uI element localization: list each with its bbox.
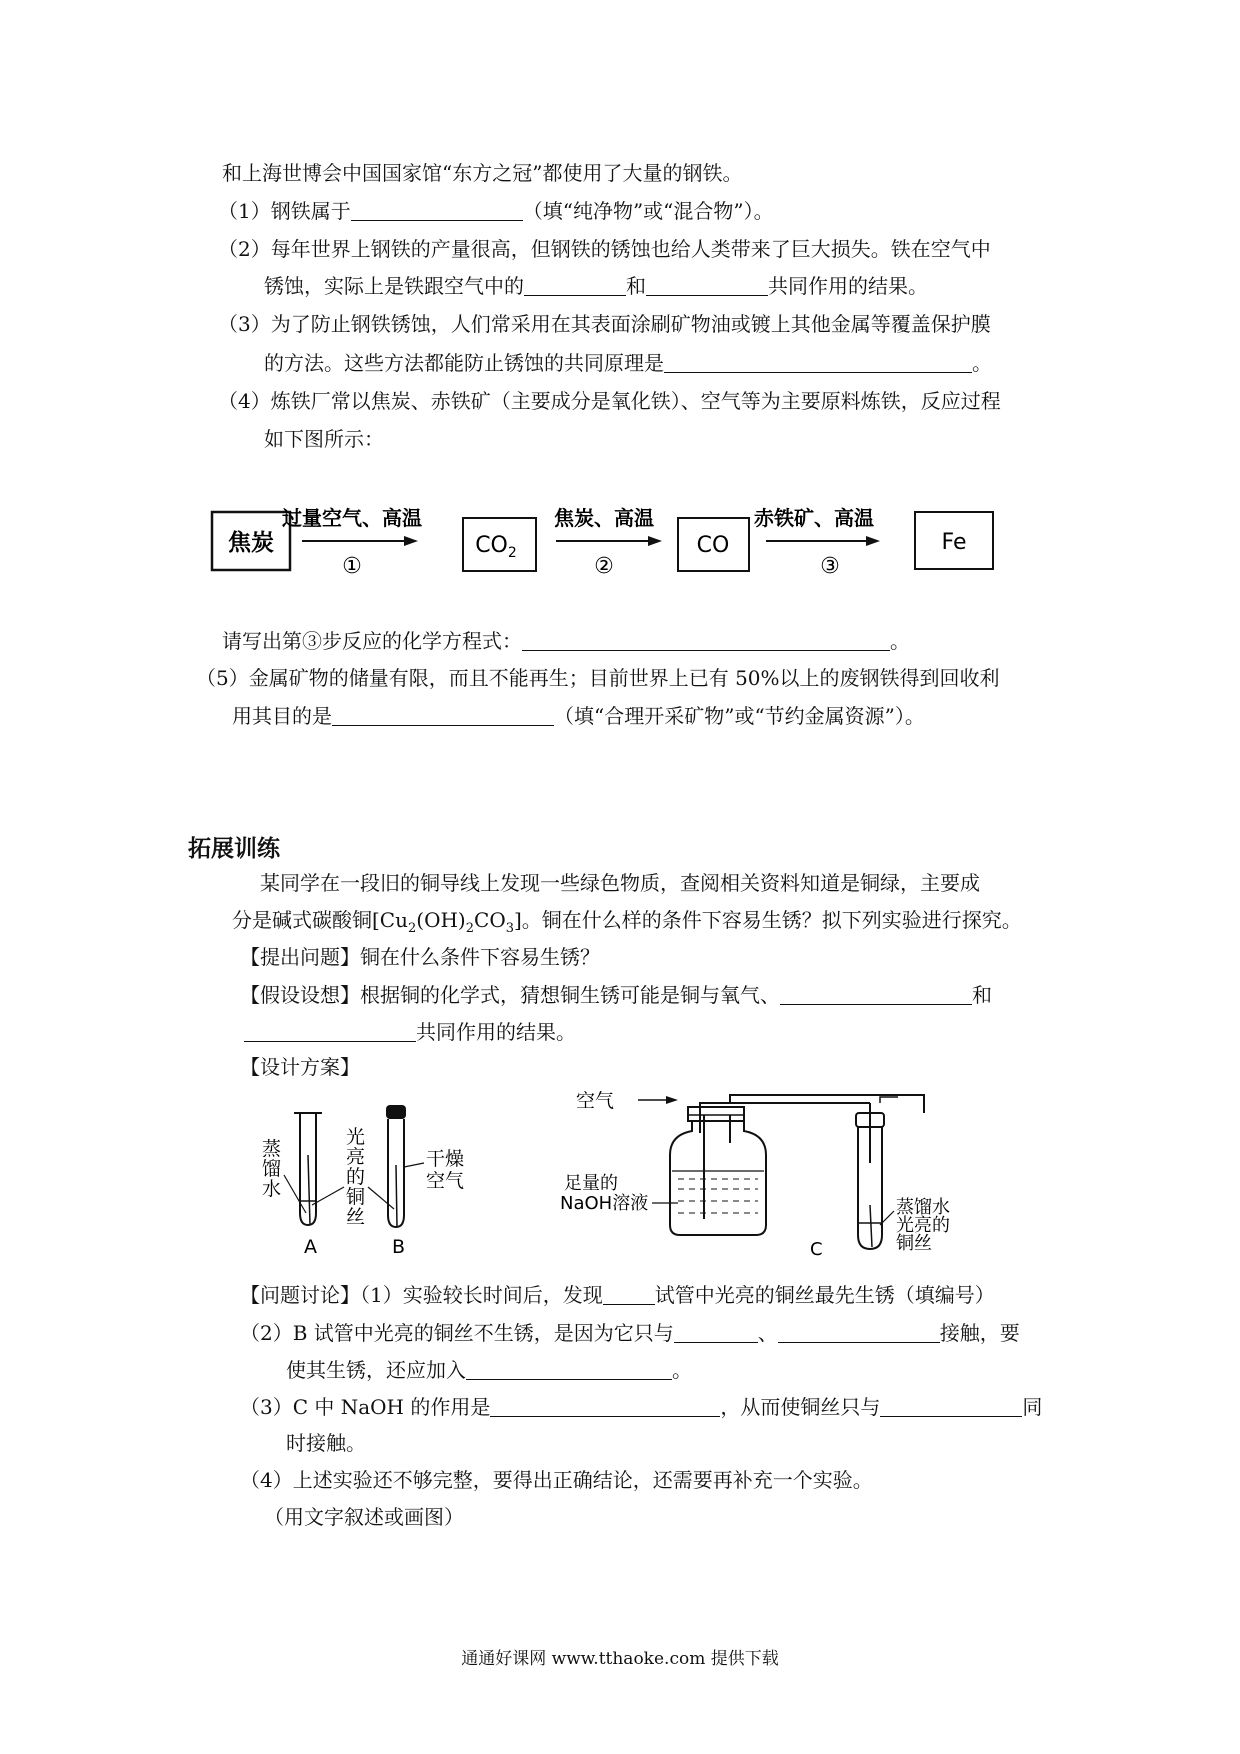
formula-sub-3: 3 xyxy=(505,921,514,936)
box-fe-label: Fe xyxy=(941,530,967,555)
d1-blank[interactable] xyxy=(603,1284,655,1305)
q5-suffix: （填“合理开采矿物”或“节约金属资源”）。 xyxy=(554,704,925,728)
formula-sub-2a: 2 xyxy=(408,921,417,936)
paragraph-line-1: 某同学在一段旧的铜导线上发现一些绿色物质，查阅相关资料知道是铜绿，主要成 xyxy=(260,871,980,895)
arrow-1-head xyxy=(404,536,418,546)
q3-blank[interactable] xyxy=(664,352,972,373)
eq-blank[interactable] xyxy=(522,630,890,651)
q2-blank-2[interactable] xyxy=(646,275,768,296)
naoh-label-1: 足量的 xyxy=(564,1173,618,1194)
right-label-1: 蒸馏水 xyxy=(896,1197,950,1218)
d2-prefix: （2）B 试管中光亮的铜丝不生锈，是因为它只与 xyxy=(240,1321,674,1345)
q3-suffix: 。 xyxy=(972,351,992,375)
arrow-3-step: ③ xyxy=(820,554,840,579)
q2-prefix: 锈蚀，实际上是铁跟空气中的 xyxy=(264,274,524,298)
d2-blank-1[interactable] xyxy=(674,1322,758,1343)
d3-prefix: （3）C 中 NaOH 的作用是 xyxy=(240,1395,491,1419)
svg-text:水: 水 xyxy=(262,1178,282,1200)
eq-suffix: 。 xyxy=(890,629,910,653)
svg-text:干燥: 干燥 xyxy=(426,1148,465,1170)
svg-text:光: 光 xyxy=(346,1126,366,1148)
d2b-suffix: 。 xyxy=(672,1358,692,1382)
d2b-prefix: 使其生锈，还应加入 xyxy=(286,1358,466,1382)
hyp-blank-2[interactable] xyxy=(244,1021,416,1042)
hypothesis-line-1 xyxy=(240,982,992,1008)
question-2-line-1: （2）每年世界上钢铁的产量很高，但钢铁的锈蚀也给人类带来了巨大损失。铁在空气中 xyxy=(218,237,991,261)
hypothesis-line-2 xyxy=(244,1019,576,1045)
formula-suffix: ]。铜在什么样的条件下容易生锈？拟下列实验进行探究。 xyxy=(514,908,1022,932)
d3-mid: ，从而使铜丝只与 xyxy=(720,1395,881,1419)
arrow-1-step: ① xyxy=(342,554,362,579)
svg-text:丝: 丝 xyxy=(346,1206,366,1228)
naoh-apparatus-c-figure xyxy=(560,1085,980,1260)
formula-prefix: 分是碱式碳酸铜[Cu xyxy=(232,908,408,932)
svg-text:铜: 铜 xyxy=(346,1186,366,1208)
tube-b-label: B xyxy=(392,1236,406,1255)
question-4-line-1: （4）炼铁厂常以焦炭、赤铁矿（主要成分是氧化铁）、空气等为主要原料炼铁，反应过程 xyxy=(218,389,1001,413)
arrow-1-condition: 过量空气、高温 xyxy=(282,506,422,530)
q3-prefix: 的方法。这些方法都能防止锈蚀的共同原理是 xyxy=(264,351,664,375)
d2-suffix: 接触，要 xyxy=(939,1321,1020,1345)
air-label: 空气 xyxy=(576,1090,615,1112)
svg-text:空气: 空气 xyxy=(426,1170,465,1192)
hyp-suffix: 共同作用的结果。 xyxy=(416,1020,576,1044)
arrow-2-condition: 焦炭、高温 xyxy=(554,506,654,530)
tube-a xyxy=(294,1113,322,1225)
tube-a-label: A xyxy=(304,1236,317,1255)
formula-oh: (OH) xyxy=(416,908,466,932)
d2-sep: 、 xyxy=(757,1321,778,1345)
arrow-3-head xyxy=(866,536,880,546)
d2b-blank[interactable] xyxy=(466,1359,672,1380)
d1-prefix: 【问题讨论】（1）实验较长时间后，发现 xyxy=(240,1283,603,1307)
section-heading: 拓展训练 xyxy=(188,836,280,862)
q5-blank[interactable] xyxy=(332,705,554,726)
q2-suffix: 共同作用的结果。 xyxy=(768,274,928,298)
arrow-2-head xyxy=(648,536,662,546)
d1-suffix: 试管中光亮的铜丝最先生锈（填编号） xyxy=(654,1283,995,1307)
right-test-tube xyxy=(856,1113,884,1249)
eq-prefix: 请写出第③步反应的化学方程式： xyxy=(222,629,522,653)
hyp-prefix: 【假设设想】根据铜的化学式，猜想铜生锈可能是铜与氧气、 xyxy=(240,983,780,1007)
discussion-2-line-1 xyxy=(240,1320,1020,1346)
discussion-4-note: （用文字叙述或画图） xyxy=(264,1505,464,1529)
q5-prefix: 用其目的是 xyxy=(232,704,332,728)
discussion-3-line-2: 时接触。 xyxy=(286,1431,366,1455)
svg-text:馏: 馏 xyxy=(262,1158,282,1180)
question-1 xyxy=(218,198,774,224)
question-4-line-2: 如下图所示： xyxy=(264,427,384,451)
tube-b xyxy=(386,1105,406,1227)
hyp-blank-1[interactable] xyxy=(780,984,972,1005)
box-co2-label: $CO_2$ xyxy=(475,533,517,561)
label-water xyxy=(262,1138,281,1200)
test-tubes-a-b-figure xyxy=(250,1105,490,1255)
question-3-line-1: （3）为了防止钢铁锈蚀，人们常采用在其表面涂刷矿物油或镀上其他金属等覆盖保护膜 xyxy=(218,312,991,336)
formula-sub-2b: 2 xyxy=(465,921,475,936)
ask-question: 【提出问题】铜在什么条件下容易生锈？ xyxy=(240,945,600,969)
right-label-2: 光亮的 xyxy=(896,1215,950,1236)
label-dry-air xyxy=(426,1148,464,1192)
q2-and: 和 xyxy=(626,274,646,298)
d2-blank-2[interactable] xyxy=(778,1322,940,1343)
d3-blank-2[interactable] xyxy=(880,1396,1022,1417)
gas-washing-bottle xyxy=(670,1107,766,1235)
q1-suffix: （填“纯净物”或“混合物”）。 xyxy=(522,199,774,223)
d3-blank-1[interactable] xyxy=(490,1396,720,1417)
equation-line xyxy=(222,628,910,654)
naoh-label-2: NaOH溶液 xyxy=(560,1193,649,1214)
discussion-4: （4）上述实验还不够完整，要得出正确结论，还需要再补充一个实验。 xyxy=(240,1468,873,1492)
box-co-label: CO xyxy=(696,533,730,558)
question-3-line-2 xyxy=(264,350,992,376)
formula-co: CO xyxy=(474,908,506,932)
svg-text:的: 的 xyxy=(346,1166,366,1188)
arrow-2-step: ② xyxy=(594,554,614,579)
arrow-3-condition: 赤铁矿、高温 xyxy=(754,506,874,530)
right-label-3: 铜丝 xyxy=(896,1233,932,1254)
hyp-and: 和 xyxy=(972,983,992,1007)
q1-blank[interactable] xyxy=(351,200,523,221)
label-shiny-copper-wire xyxy=(346,1126,365,1228)
q2-blank-1[interactable] xyxy=(524,275,626,296)
paragraph-line-2 xyxy=(232,907,1022,942)
question-2-line-2 xyxy=(264,273,928,299)
discussion-1 xyxy=(240,1282,995,1308)
question-5-line-1: （5）金属矿物的储量有限，而且不能再生；目前世界上已有 50%以上的废钢铁得到回收利 xyxy=(196,666,1000,690)
svg-text:亮: 亮 xyxy=(346,1146,366,1168)
box-coke-label: 焦炭 xyxy=(228,530,274,556)
svg-text:蒸: 蒸 xyxy=(262,1138,282,1160)
d3-suffix: 同 xyxy=(1022,1395,1043,1419)
discussion-3-line-1 xyxy=(240,1394,1042,1420)
intro-line: 和上海世博会中国国家馆“东方之冠”都使用了大量的钢铁。 xyxy=(222,161,743,185)
discussion-2-line-2 xyxy=(286,1357,692,1383)
apparatus-c-label: C xyxy=(810,1239,823,1260)
design-label: 【设计方案】 xyxy=(240,1055,360,1079)
q1-prefix: （1）钢铁属于 xyxy=(218,199,351,223)
question-5-line-2 xyxy=(232,703,925,729)
iron-smelting-flow-diagram xyxy=(200,495,1010,591)
footer-credit: 通通好课网 www.tthaoke.com 提供下载 xyxy=(461,1649,779,1669)
